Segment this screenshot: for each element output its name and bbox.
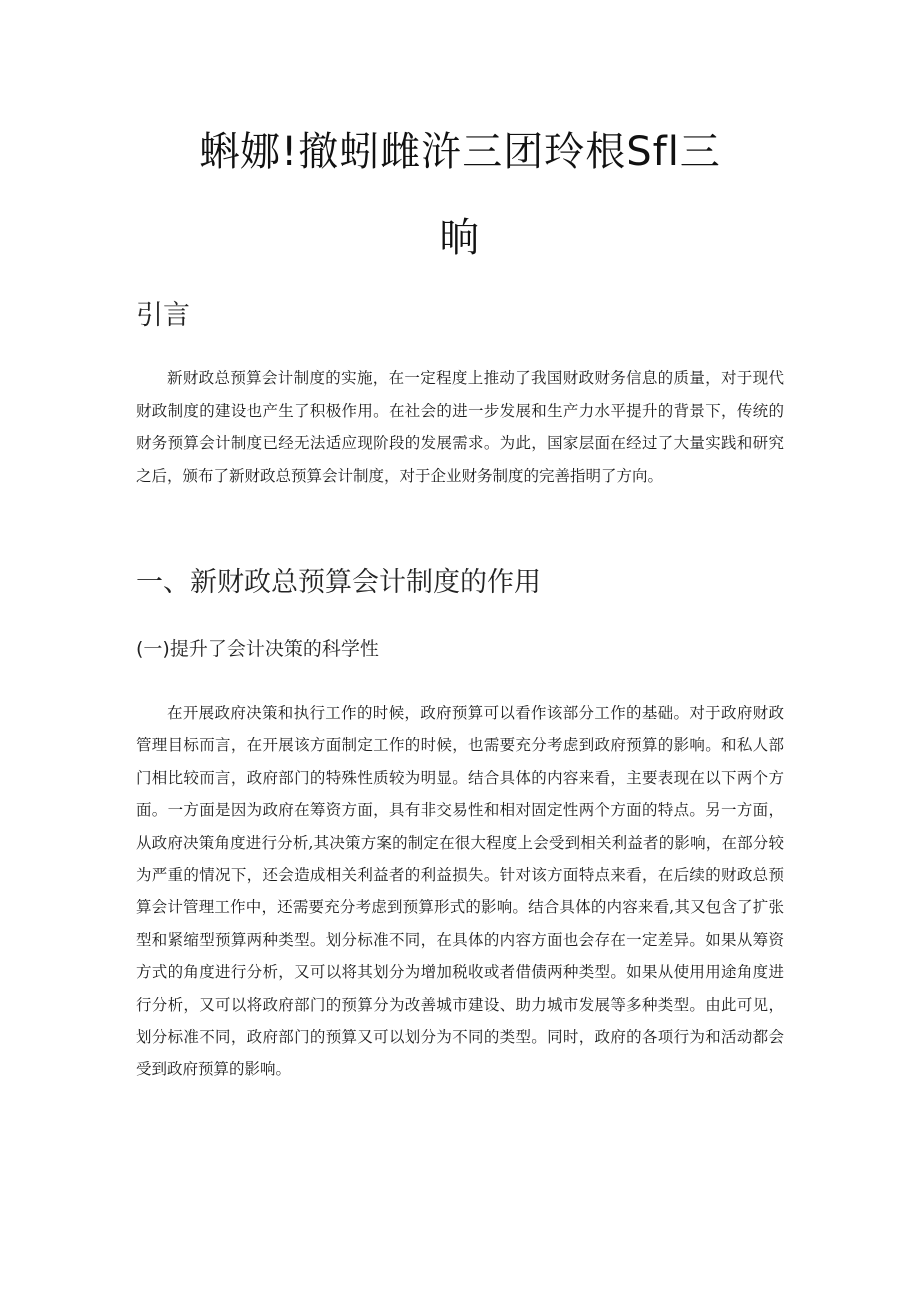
intro-heading: 引言 <box>136 300 190 331</box>
section-1-heading: 一、新财政总预算会计制度的作用 <box>136 567 541 598</box>
subsection-1-paragraph: 在开展政府决策和执行工作的时候，政府预算可以看作该部分工作的基础。对于政府财政管理目标而言，在开展该方面制定工作的时候，也需要充分考虑到政府预算的影响。和私人部门相比较而言，政府部门的特殊性质较为明显。结合具体的内容来看，主要表现在以下两个方面。一方面是因为政府在筹资方面，具有非交易性和相对固定性两个方面的特点。另一方面，从政府决策角度进行分析,其决策方案的制定在很大程度上会受到相关利益者的影响，在部分较为严重的情况下，还会造成相关利益者的利益损失。针对该方面特点来看，在后续的财政总预算会计管理工作中，还需要充分考虑到预算形式的影响。结合具体的内容来看,其又包含了扩张型和紧缩型预算两种类型。划分标准不同，在具体的内容方面也会存在一定差异。如果从筹资方式的角度进行分析，又可以将其划分为增加税收或者借债两种类型。如果从使用用途角度进行分析，又可以将政府部门的预算分为改善城市建设、助力城市发展等多种类型。由此可见，划分标准不同，政府部门的预算又可以划分为不同的类型。同时，政府的各项行为和活动都会受到政府预算的影响。 <box>136 704 784 1079</box>
intro-paragraph: 新财政总预算会计制度的实施，在一定程度上推动了我国财政财务信息的质量，对于现代财政制度的建设也产生了积极作用。在社会的进一步发展和生产力水平提升的背景下，传统的财务预算会计制度已经无法适应现阶段的发展需求。为此，国家层面在经过了大量实践和研究之后，颁布了新财政总预算会计制度，对于企业财务制度的完善指明了方向。 <box>136 369 784 485</box>
subsection-1-heading: (一)提升了会计决策的科学性 <box>136 638 379 660</box>
document-title-line-1: 蝌娜!撤蚓雌浒三团玲根Sfl三 <box>199 129 721 175</box>
document-title-line-2: 晌 <box>439 215 481 261</box>
